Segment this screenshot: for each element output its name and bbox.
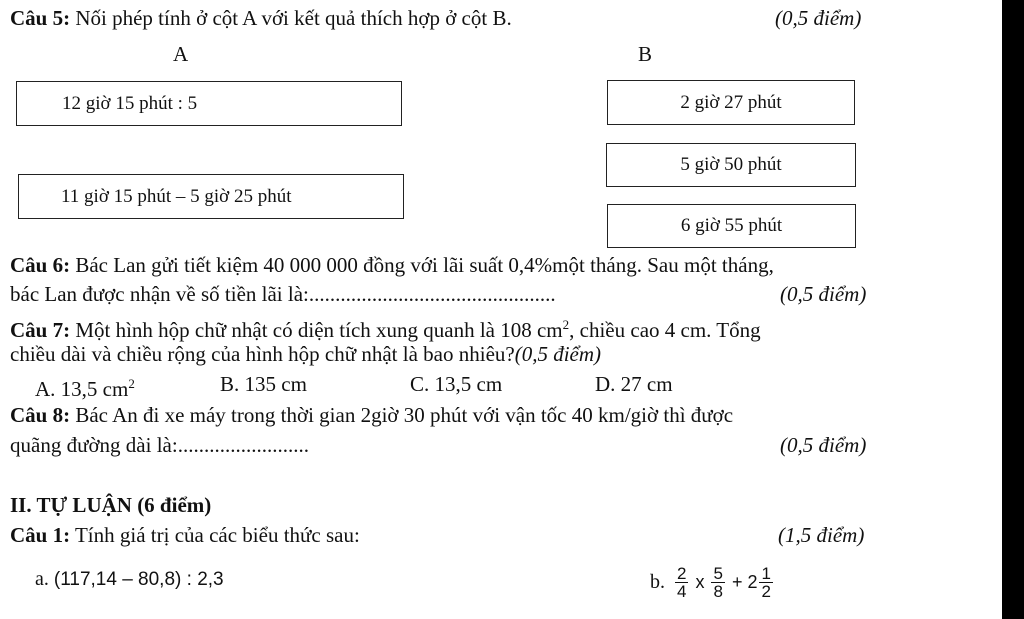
q8-label: Câu 8:	[10, 403, 71, 427]
q6-line-1	[10, 253, 774, 277]
q7-text-1a: Một hình hộp chữ nhật có diện tích xung quanh là 108 cm	[70, 318, 563, 342]
fraction-one-half	[759, 565, 772, 600]
fraction-five-eighths	[711, 565, 724, 600]
q7-line-2	[10, 342, 601, 366]
part-2-q1-points: (1,5 điểm)	[778, 523, 865, 547]
fraction-two-quarters	[675, 565, 688, 600]
q7-text-2: chiều dài và chiều rộng của hình hộp chữ nhật là bao nhiêu?	[10, 342, 515, 366]
q7-option-c[interactable]: C. 13,5 cm	[410, 372, 503, 396]
part-2-q1-text: Tính giá trị của các biểu thức sau:	[70, 523, 360, 547]
column-b-box-2[interactable]	[606, 143, 856, 187]
plus-two-operator: + 2	[731, 571, 758, 592]
q5-points: (0,5 điểm)	[775, 6, 862, 30]
q6-line-2: bác Lan được nhận về số tiền lãi là:...............................................	[10, 282, 556, 306]
multiply-operator: x	[695, 571, 705, 592]
q7-option-a[interactable]	[35, 372, 135, 401]
column-a-heading: A	[173, 42, 189, 66]
q7-line-1	[10, 313, 761, 342]
expression-a-prefix: a.	[35, 568, 49, 590]
q8-line-1	[10, 403, 733, 427]
column-b-box-3[interactable]	[607, 204, 856, 248]
expression-a-body: (117,14 – 80,8) : 2,3	[53, 569, 224, 590]
column-b-box-1[interactable]	[607, 80, 855, 125]
column-b-item-3: 6 giờ 55 phút	[680, 215, 783, 236]
part-2-q1-label: Câu 1:	[10, 523, 71, 547]
expression-b	[650, 554, 777, 610]
column-b-item-2: 5 giờ 50 phút	[680, 154, 782, 175]
column-a-item-2: 11 giờ 15 phút – 5 giờ 25 phút	[61, 185, 292, 207]
part-2-title: II. TỰ LUẬN (6 điểm)	[10, 493, 212, 517]
column-a-item-1: 12 giờ 15 phút : 5	[62, 92, 198, 114]
column-a-box-2[interactable]	[18, 174, 404, 219]
q8-points: (0,5 điểm)	[780, 433, 867, 457]
expression-a	[35, 568, 224, 591]
q6-label: Câu 6:	[10, 253, 71, 277]
fraction-1-denominator: 4	[677, 581, 687, 601]
fraction-1-numerator: 2	[677, 563, 687, 583]
fraction-2-numerator: 5	[713, 563, 723, 583]
q5-heading	[10, 6, 512, 30]
q7-option-d[interactable]: D. 27 cm	[595, 372, 673, 396]
fraction-3-numerator: 1	[761, 563, 771, 583]
part-2-q1	[10, 523, 360, 547]
q5-label: Câu 5:	[10, 6, 71, 30]
q5-text: Nối phép tính ở cột A với kết quả thích hợp ở cột B.	[70, 6, 512, 30]
expression-b-prefix: b.	[650, 570, 665, 593]
q7-option-b[interactable]: B. 135 cm	[220, 372, 307, 396]
fraction-3-denominator: 2	[761, 581, 771, 601]
q7-text-1b: , chiều cao 4 cm. Tổng	[569, 318, 761, 342]
q8-line-2: quãng đường dài là:.........................	[10, 433, 309, 457]
q7-points: (0,5 điểm)	[514, 342, 602, 366]
q7-option-a-text: A. 13,5 cm	[35, 377, 129, 401]
q7-label: Câu 7:	[10, 318, 71, 342]
q7-option-a-sup: 2	[128, 376, 135, 391]
q6-text-1: Bác Lan gửi tiết kiệm 40 000 000 đồng với lãi suất 0,4%một tháng. Sau một tháng,	[70, 253, 774, 277]
q6-points: (0,5 điểm)	[780, 282, 867, 306]
column-b-heading: B	[638, 42, 653, 66]
column-b-item-1: 2 giờ 27 phút	[680, 91, 782, 113]
q8-text-1: Bác An đi xe máy trong thời gian 2giờ 30 phút với vận tốc 40 km/giờ thì được	[70, 403, 734, 427]
column-a-box-1[interactable]	[16, 81, 402, 126]
q7-sup: 2	[562, 317, 570, 332]
fraction-2-denominator: 8	[713, 581, 723, 601]
